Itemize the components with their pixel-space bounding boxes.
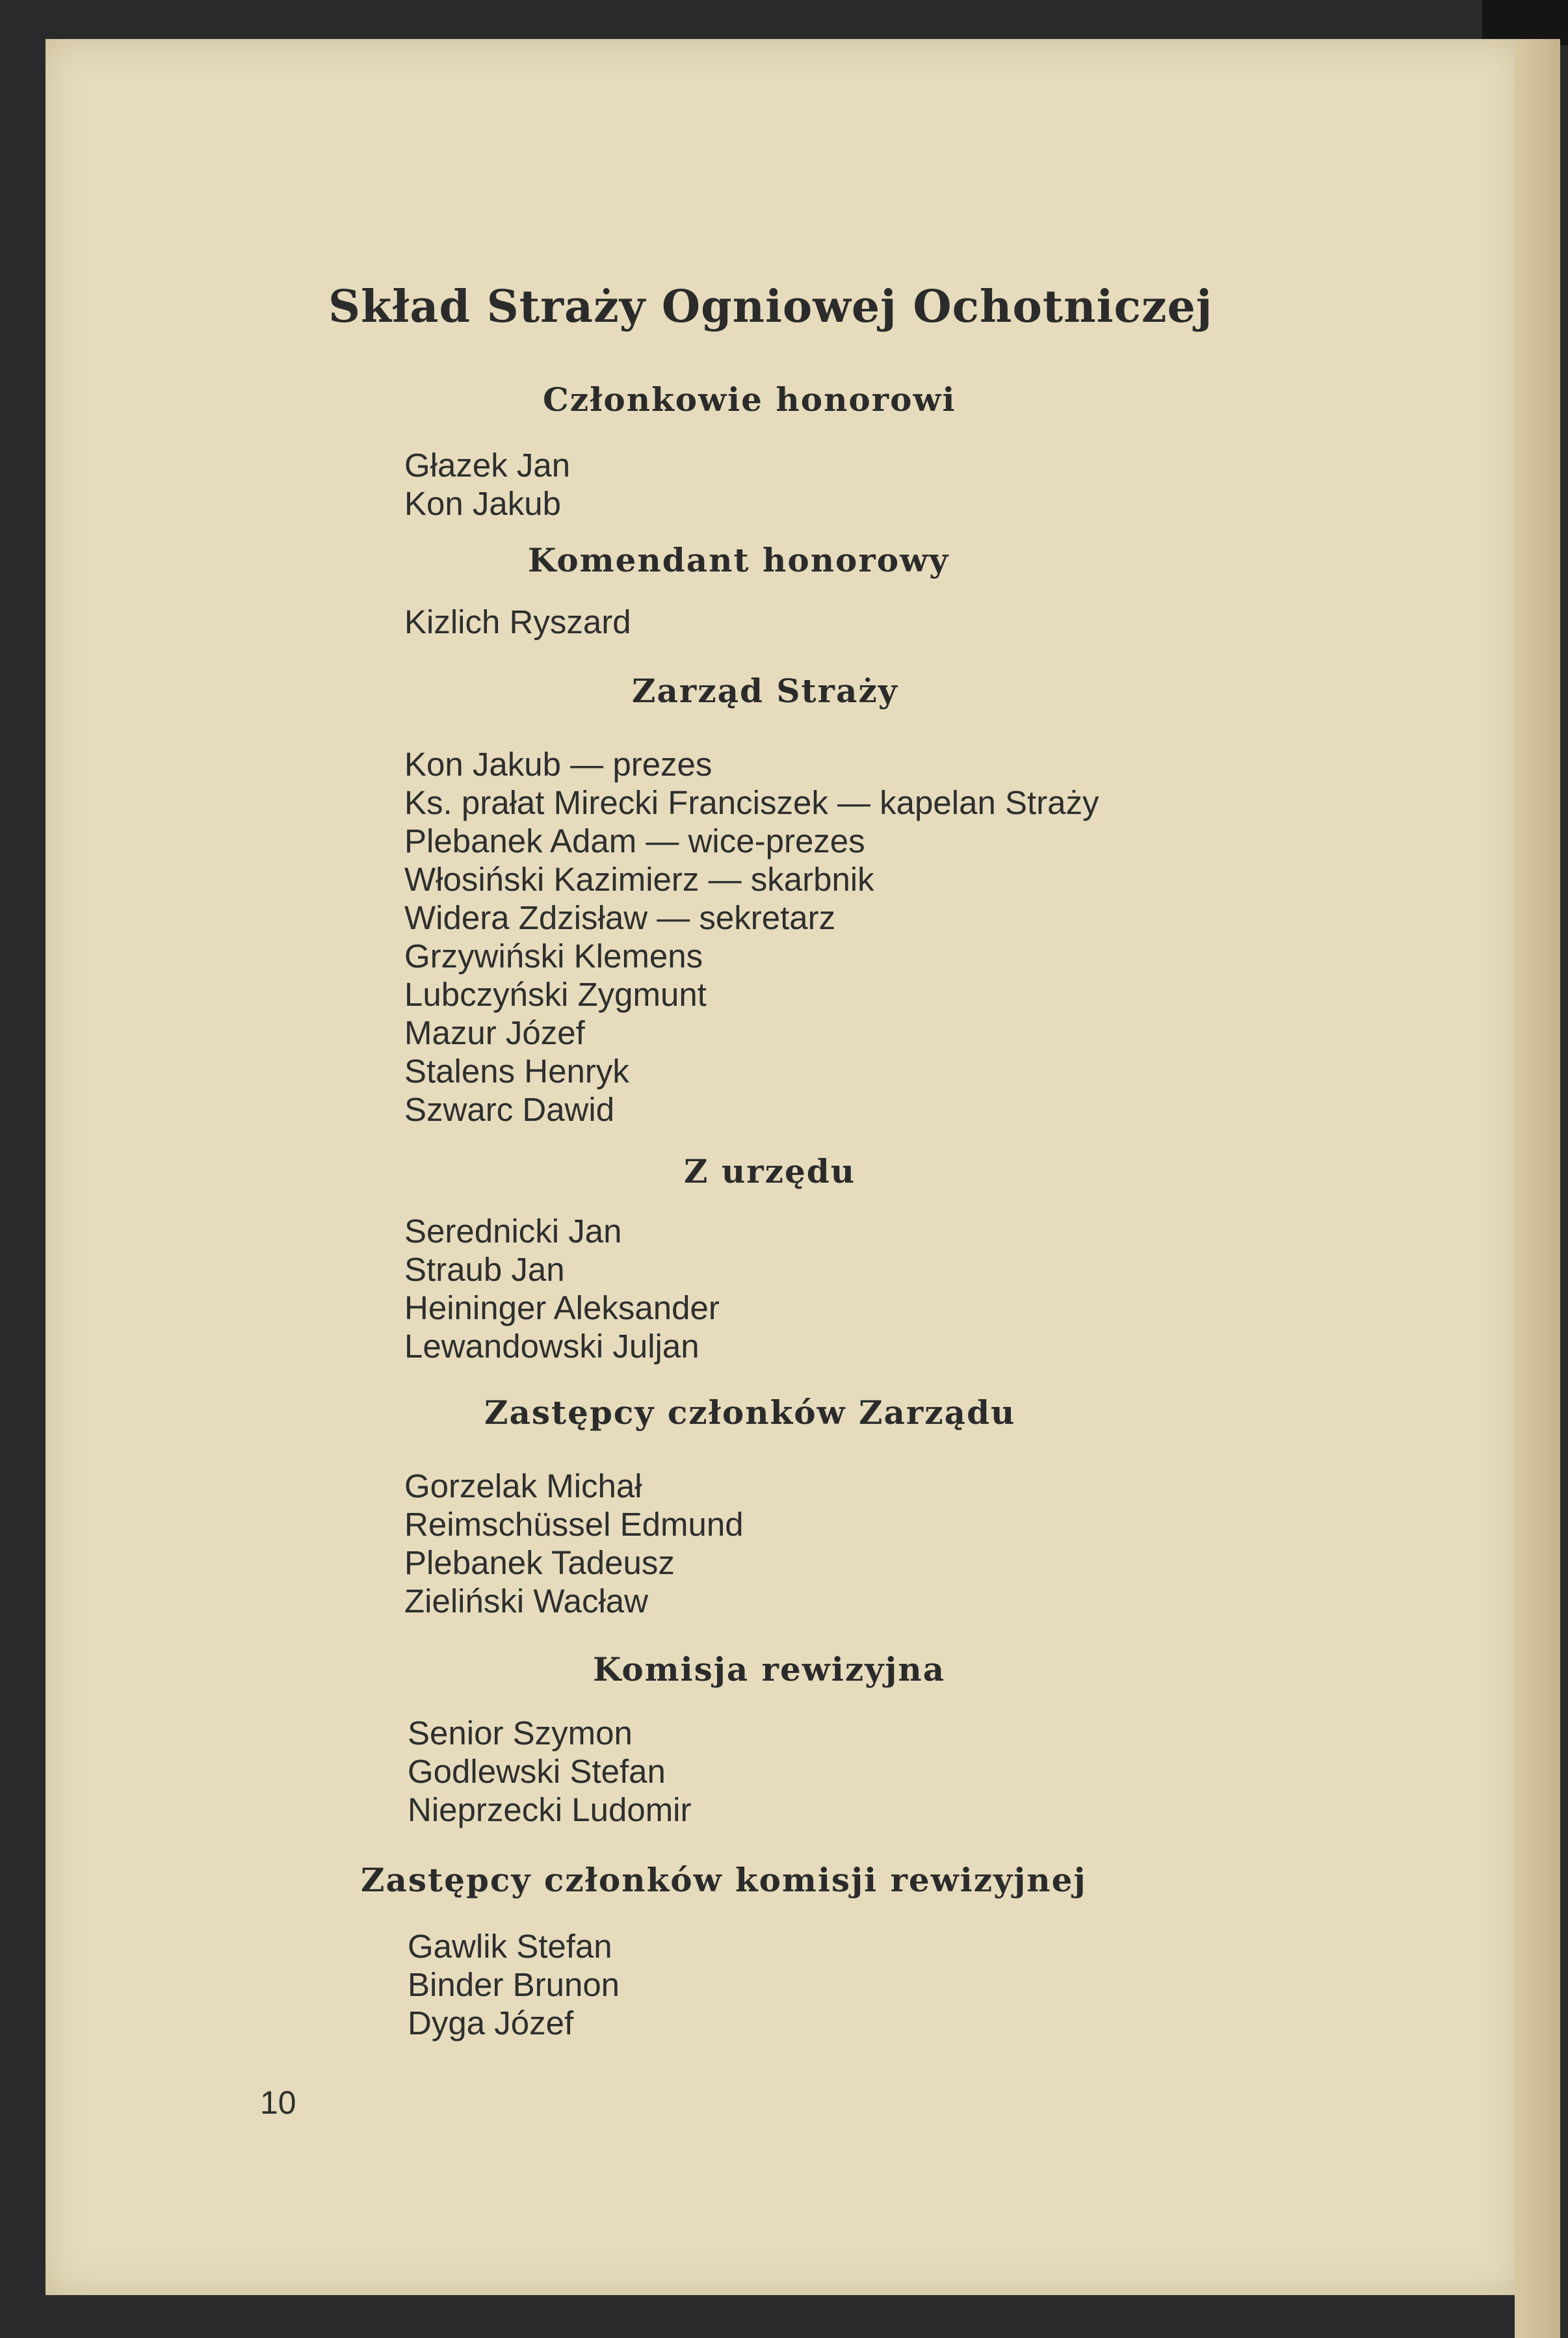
page-title: Skład Straży Ogniowej Ochotniczej — [328, 281, 1213, 333]
section-heading: Zastępcy członków Zarządu — [484, 1393, 1016, 1432]
name-entry: Zieliński Wacław — [404, 1583, 649, 1620]
name-entry: Stalens Henryk — [404, 1053, 629, 1090]
name-entry: Grzywiński Klemens — [404, 938, 703, 975]
name-entry: Ks. prałat Mirecki Franciszek — kapelan Straży — [404, 784, 1099, 821]
name-entry: Włosiński Kazimierz — skarbnik — [404, 861, 874, 898]
name-entry: Kon Jakub — [404, 485, 562, 522]
name-entry: Lubczyński Zygmunt — [404, 976, 707, 1013]
section-heading: Z urzędu — [684, 1152, 856, 1190]
name-entry: Kizlich Ryszard — [404, 603, 631, 640]
section-heading: Członkowie honorowi — [543, 380, 956, 419]
section-heading: Zastępcy członków komisji rewizyjnej — [361, 1861, 1087, 1899]
name-entry: Binder Brunon — [408, 1966, 620, 2003]
name-entry: Dyga Józef — [408, 2004, 574, 2042]
name-entry: Straub Jan — [404, 1251, 565, 1288]
name-list — [404, 446, 570, 523]
name-entry: Godlewski Stefan — [408, 1753, 666, 1790]
section-heading: Komendant honorowy — [528, 541, 950, 579]
name-entry: Lewandowski Juljan — [404, 1328, 699, 1365]
name-list — [404, 603, 631, 641]
name-entry: Szwarc Dawid — [404, 1091, 615, 1128]
name-entry: Plebanek Tadeusz — [404, 1544, 675, 1581]
name-entry: Serednicki Jan — [404, 1213, 622, 1250]
page-number: 10 — [260, 2084, 296, 2121]
name-entry: Kon Jakub — prezes — [404, 746, 712, 783]
name-entry: Plebanek Adam — wice-prezes — [404, 822, 865, 860]
name-entry: Widera Zdzisław — sekretarz — [404, 899, 836, 936]
name-entry: Heininger Aleksander — [404, 1289, 720, 1326]
name-entry: Nieprzecki Ludomir — [408, 1791, 692, 1828]
name-entry: Senior Szymon — [408, 1714, 633, 1752]
section-heading: Komisja rewizyjna — [593, 1650, 946, 1688]
name-list — [404, 745, 1099, 1129]
name-entry: Głazek Jan — [404, 447, 571, 484]
section-heading: Zarząd Straży — [632, 672, 898, 710]
name-entry: Reimschüssel Edmund — [404, 1506, 744, 1543]
name-entry: Mazur Józef — [404, 1014, 585, 1051]
name-list — [408, 1714, 692, 1829]
name-list — [404, 1467, 744, 1620]
name-list — [408, 1927, 620, 2042]
name-list — [404, 1212, 720, 1365]
name-entry: Gawlik Stefan — [408, 1928, 612, 1965]
name-entry: Gorzelak Michał — [404, 1467, 642, 1504]
